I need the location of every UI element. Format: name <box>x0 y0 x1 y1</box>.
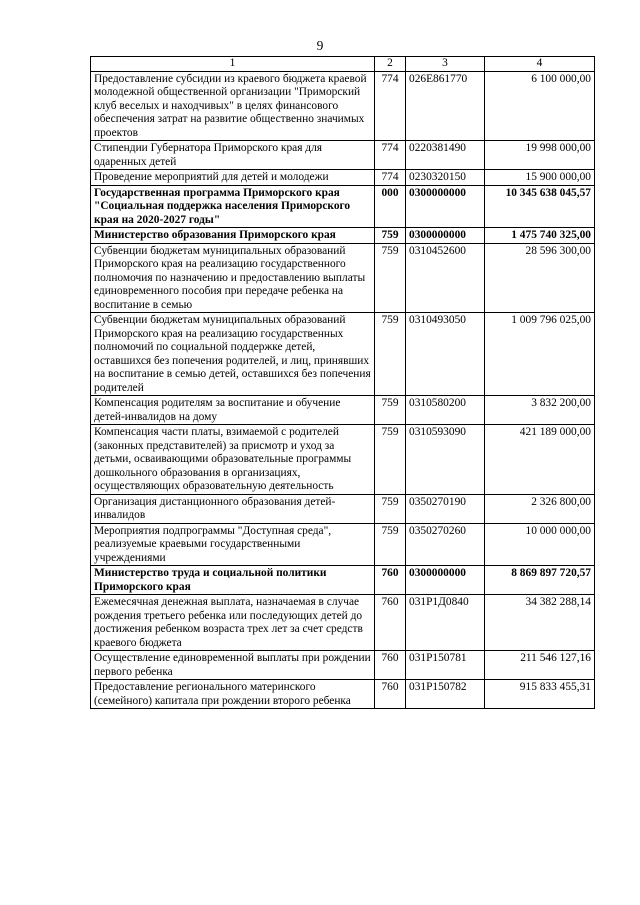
row-amount: 1 009 796 025,00 <box>485 313 595 396</box>
header-col-1: 1 <box>91 57 375 72</box>
table-row <box>91 396 595 425</box>
row-amount: 28 596 300,00 <box>485 243 595 313</box>
row-name: Компенсация части платы, взимаемой с родителей (законных представителей) за присмотр и уход за детьми, осваивающими образовательные программы дошкольного образования в организациях, осуществляющих образовательную деятельность <box>91 425 375 495</box>
table-body <box>91 71 595 709</box>
row-name: Компенсация родителям за воспитание и обучение детей-инвалидов на дому <box>91 396 375 425</box>
row-code: 774 <box>375 141 406 170</box>
row-name: Осуществление единовременной выплаты при рождении первого ребенка <box>91 651 375 680</box>
row-code: 759 <box>375 228 406 244</box>
table-row <box>91 313 595 396</box>
row-code: 759 <box>375 425 406 495</box>
row-amount: 421 189 000,00 <box>485 425 595 495</box>
row-amount: 34 382 288,14 <box>485 595 595 651</box>
row-kcsr: 0220381490 <box>406 141 485 170</box>
row-name: Предоставление регионального материнского (семейного) капитала при рождении второго ребенка <box>91 680 375 709</box>
row-name: Стипендии Губернатора Приморского края для одаренных детей <box>91 141 375 170</box>
row-name: Субвенции бюджетам муниципальных образований Приморского края на реализацию государственных полномочий по социальной поддержке детей, оставшихся без попечения родителей, и лиц, принявших на воспитание в семью детей, оставшихся без попечения родителей <box>91 313 375 396</box>
table-row <box>91 595 595 651</box>
row-code: 760 <box>375 680 406 709</box>
row-name: Предоставление субсидии из краевого бюджета краевой молодежной общественной организации "Приморский клуб веселых и находчивых" в целях финансового обеспечения затрат на развитие общественно значимых проектов <box>91 71 375 141</box>
row-kcsr: 0350270190 <box>406 494 485 523</box>
row-name: Министерство труда и социальной политики Приморского края <box>91 566 375 595</box>
table-row <box>91 71 595 141</box>
row-amount: 8 869 897 720,57 <box>485 566 595 595</box>
row-code: 760 <box>375 651 406 680</box>
row-kcsr: 0310580200 <box>406 396 485 425</box>
row-kcsr: 0350270260 <box>406 523 485 566</box>
row-kcsr: 0300000000 <box>406 566 485 595</box>
row-kcsr: 0230320150 <box>406 170 485 186</box>
table-row <box>91 523 595 566</box>
page-number: 9 <box>316 38 324 53</box>
row-code: 760 <box>375 566 406 595</box>
row-name: Проведение мероприятий для детей и молодежи <box>91 170 375 186</box>
row-kcsr: 031P150781 <box>406 651 485 680</box>
table-row <box>91 185 595 228</box>
row-amount: 211 546 127,16 <box>485 651 595 680</box>
row-amount: 10 345 638 045,57 <box>485 185 595 228</box>
budget-table <box>90 56 595 709</box>
row-kcsr: 026E861770 <box>406 71 485 141</box>
row-name: Организация дистанционного образования детей-инвалидов <box>91 494 375 523</box>
row-code: 759 <box>375 494 406 523</box>
row-name: Мероприятия подпрограммы "Доступная среда", реализуемые краевыми государственными учреждениями <box>91 523 375 566</box>
row-code: 759 <box>375 313 406 396</box>
header-col-2: 2 <box>375 57 406 72</box>
table-row <box>91 651 595 680</box>
header-row <box>91 57 595 72</box>
row-kcsr: 0300000000 <box>406 228 485 244</box>
row-amount: 2 326 800,00 <box>485 494 595 523</box>
row-name: Министерство образования Приморского края <box>91 228 375 244</box>
header-col-4: 4 <box>485 57 595 72</box>
table-row <box>91 243 595 313</box>
row-code: 759 <box>375 396 406 425</box>
row-amount: 15 900 000,00 <box>485 170 595 186</box>
row-kcsr: 0310452600 <box>406 243 485 313</box>
table-row <box>91 494 595 523</box>
table-row <box>91 425 595 495</box>
row-name: Субвенции бюджетам муниципальных образований Приморского края на реализацию государственного полномочия по назначению и предоставлению выплаты единовременного пособия при передаче ребенка на воспитание в семью <box>91 243 375 313</box>
row-amount: 1 475 740 325,00 <box>485 228 595 244</box>
row-amount: 3 832 200,00 <box>485 396 595 425</box>
row-name: Ежемесячная денежная выплата, назначаемая в случае рождения третьего ребенка или последующих детей до достижения ребенком возраста трех лет за счет средств краевого бюджета <box>91 595 375 651</box>
row-amount: 6 100 000,00 <box>485 71 595 141</box>
row-amount: 915 833 455,31 <box>485 680 595 709</box>
row-code: 774 <box>375 71 406 141</box>
row-amount: 10 000 000,00 <box>485 523 595 566</box>
row-name: Государственная программа Приморского края "Социальная поддержка населения Приморского края на 2020-2027 годы" <box>91 185 375 228</box>
table-row <box>91 566 595 595</box>
header-col-3: 3 <box>406 57 485 72</box>
table-row <box>91 141 595 170</box>
row-kcsr: 0310493050 <box>406 313 485 396</box>
row-amount: 19 998 000,00 <box>485 141 595 170</box>
row-kcsr: 0310593090 <box>406 425 485 495</box>
row-code: 760 <box>375 595 406 651</box>
row-code: 774 <box>375 170 406 186</box>
row-kcsr: 031P150782 <box>406 680 485 709</box>
row-code: 759 <box>375 523 406 566</box>
table-row <box>91 680 595 709</box>
row-code: 000 <box>375 185 406 228</box>
row-kcsr: 031P1Д0840 <box>406 595 485 651</box>
table-row <box>91 170 595 186</box>
table-row <box>91 228 595 244</box>
row-kcsr: 0300000000 <box>406 185 485 228</box>
row-code: 759 <box>375 243 406 313</box>
